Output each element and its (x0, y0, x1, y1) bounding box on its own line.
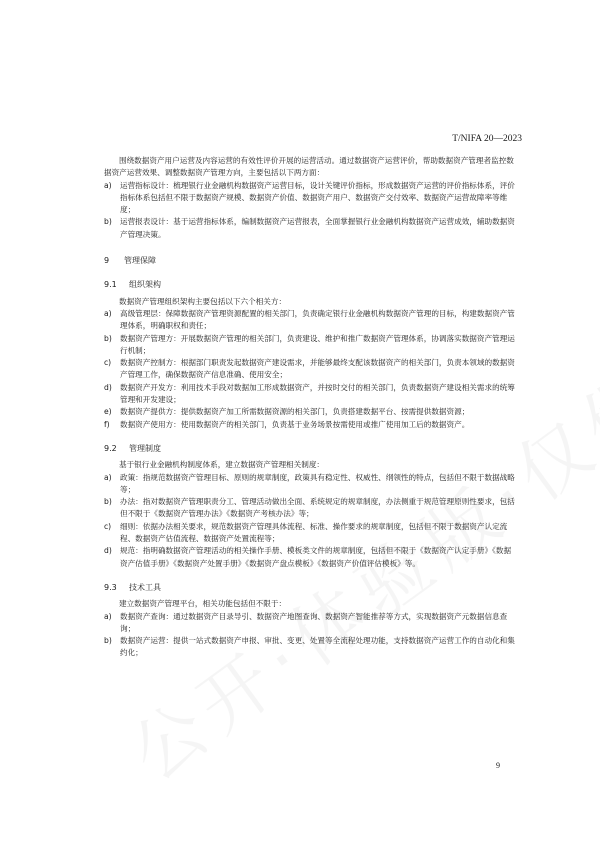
subsection-number: 9.3 (104, 582, 117, 592)
list-marker: d) (104, 546, 112, 556)
list-marker: d) (104, 382, 112, 392)
section-number: 9 (104, 256, 110, 266)
list-item (104, 496, 516, 521)
subsection-heading (104, 582, 516, 594)
list-marker: a) (104, 180, 112, 190)
list-text: 数据资产使用方：使用数据资产的相关部门，负责基于业务场景按需使用或推广使用加工后的数据资产。 (120, 419, 470, 429)
document-body (104, 155, 516, 660)
list-item (104, 521, 516, 546)
list-marker: a) (104, 308, 112, 318)
org-list (104, 308, 516, 431)
list-marker: c) (104, 358, 112, 368)
list-item (104, 472, 516, 497)
list-marker: a) (104, 611, 112, 621)
list-text: 数据资产开发方：利用技术手段对数据加工形成数据资产，并按时交付的相关部门，负责数据资产建设相关需求的统筹管理和开发建设； (120, 382, 515, 405)
subsection-number: 9.1 (104, 280, 117, 290)
list-item (104, 406, 516, 418)
list-text: 办法：指对数据资产管理职责分工、管理活动做出全面、系统规定的规章制度，办法侧重于规范管理原则性要求，包括但不限于《数据资产管理办法》《数据资产考核办法》等； (120, 497, 515, 519)
list-item (104, 216, 516, 241)
section-heading (104, 255, 516, 267)
list-marker: f) (104, 419, 110, 429)
list-item (104, 180, 516, 217)
list-marker: b) (104, 497, 112, 507)
intro-list (104, 180, 516, 241)
subsection-title: 管理制度 (129, 443, 161, 453)
policy-list (104, 472, 516, 570)
subsection-title: 组织架构 (129, 280, 161, 290)
list-marker: b) (104, 333, 112, 343)
list-text: 规范：指明确数据资产管理活动的相关操作手册、模板类文件的规章制度，包括但不限于《数据资产认定手册》《数据资产估值手册》《数据资产处置手册》《数据资产盘点模板》《数据资产价值评估模板》等。 (120, 546, 512, 568)
list-text: 高级管理层：保障数据资产管理资源配置的相关部门，负责确定银行业金融机构数据资产管理的目标，构建数据资产管理体系，明确职权和责任； (120, 308, 515, 331)
list-text: 数据资产控制方：根据部门职责发起数据资产建设需求，并能够最终支配该数据资产的相关部门，负责本领域的数据资产管理工作，确保数据资产信息准确、使用安全； (120, 358, 515, 380)
list-item (104, 611, 516, 636)
subsection-heading (104, 443, 516, 455)
subsection-paragraph: 基于银行业金融机构制度体系，建立数据资产管理相关制度： (119, 460, 325, 470)
list-text: 数据资产查询：通过数据资产目录导引、数据资产地图查询、数据资产智能推荐等方式，实现数据资产元数据信息查询； (120, 611, 508, 633)
list-text: 运营指标设计：梳理银行业金融机构数据资产运营目标，设计关键评价指标，形成数据资产运营的评价指标体系，评价指标体系包括但不限于数据资产规模、数据资产价值、数据资产用户、数据资产交付效率、数据资产运营故障率等维度； (120, 180, 515, 215)
list-item (104, 419, 516, 431)
intro-paragraph: 围绕数据资产用户运营及内容运营的有效性评价开展的运营活动。通过数据资产运营评价，帮助数据资产管理者监控数据资产运营效果、调整数据资产管理方向，主要包括以下两方面： (104, 156, 514, 178)
standard-number: T/NIFA 20—2023 (452, 134, 522, 144)
subsection-title: 技术工具 (129, 582, 161, 592)
subsection-number: 9.2 (104, 443, 117, 453)
list-marker: e) (104, 407, 112, 417)
subsection-paragraph: 建立数据资产管理平台，相关功能包括但不限于： (119, 599, 287, 609)
list-marker: b) (104, 636, 112, 646)
list-text: 数据资产提供方：提供数据资产加工所需数据资源的相关部门，负责搭建数据平台、按需提供数据资源； (120, 407, 470, 417)
list-item (104, 357, 516, 382)
list-item (104, 545, 516, 570)
list-item (104, 382, 516, 407)
list-marker: a) (104, 472, 112, 482)
list-text: 数据资产管理方：开展数据资产管理的相关部门，负责建设、维护和推广数据资产管理体系，协调落实数据资产管理运行机制； (120, 333, 515, 355)
list-text: 运营报表设计：基于运营指标体系，编制数据资产运营报表，全面掌握银行业金融机构数据资产运营成效，辅助数据资产管理决策。 (120, 217, 515, 239)
list-item (104, 635, 516, 660)
list-item (104, 308, 516, 333)
list-item (104, 333, 516, 358)
list-marker: b) (104, 217, 112, 227)
section-title: 管理保障 (124, 256, 156, 266)
page-number: 9 (496, 761, 500, 770)
subsection-paragraph: 数据资产管理组织架构主要包括以下六个相关方： (119, 296, 287, 306)
list-text: 细则：依据办法相关要求，规范数据资产管理具体流程、标准、操作要求的规章制度，包括但不限于数据资产认定流程、数据资产估值流程、数据资产处置流程等； (120, 521, 508, 544)
subsection-heading (104, 279, 516, 291)
tools-list (104, 611, 516, 660)
list-marker: c) (104, 521, 112, 531)
list-text: 政策：指规范数据资产管理目标、原则的规章制度，政策具有稳定性、权威性、纲领性的特点，包括但不限于数据战略等； (120, 472, 515, 494)
list-text: 数据资产运营：提供一站式数据资产申报、审批、变更、处置等全流程处理功能，支持数据资产运营工作的自动化和集约化； (120, 636, 515, 658)
